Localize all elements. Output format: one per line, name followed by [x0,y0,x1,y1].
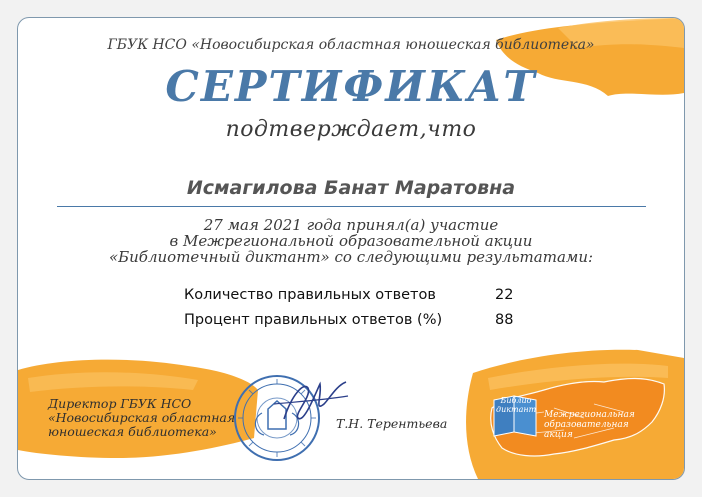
result-label: Процент правильных ответов (%) [184,312,443,328]
director-title [48,397,238,439]
director-line: «Новосибирская областная [48,410,236,425]
subtitle: подтверждает,что [225,117,477,142]
logo-text [544,410,640,440]
body-line: «Библиотечный диктант» со следующими результатами: [108,248,594,266]
signer-name: Т.Н. Терентьева [336,416,448,431]
result-label: Количество правильных ответов [184,287,436,303]
result-value: 22 [495,287,514,303]
certificate-title: СЕРТИФИКАТ [165,62,537,111]
header-organization: ГБУК НСО «Новосибирская областная юношеская библиотека» [107,37,595,53]
body-line: 27 мая 2021 года принял(а) участие [203,216,499,234]
book-label-line: Библио [500,396,532,405]
book-label-line: диктант [496,405,537,414]
director-line: юношеская библиотека» [48,424,217,439]
body-line: в Межрегиональной образовательной акции [169,232,533,250]
name-underline [57,206,646,207]
certificate-card [17,17,685,480]
director-line: Директор ГБУК НСО [48,396,192,411]
book-label [496,396,536,414]
logo-text-line: Межрегиональная [544,410,635,420]
logo-text-line: образовательная акция [544,420,629,440]
result-value: 88 [495,312,514,328]
recipient-name: Исмагилова Банат Маратовна [186,177,516,199]
participation-text [18,217,684,265]
